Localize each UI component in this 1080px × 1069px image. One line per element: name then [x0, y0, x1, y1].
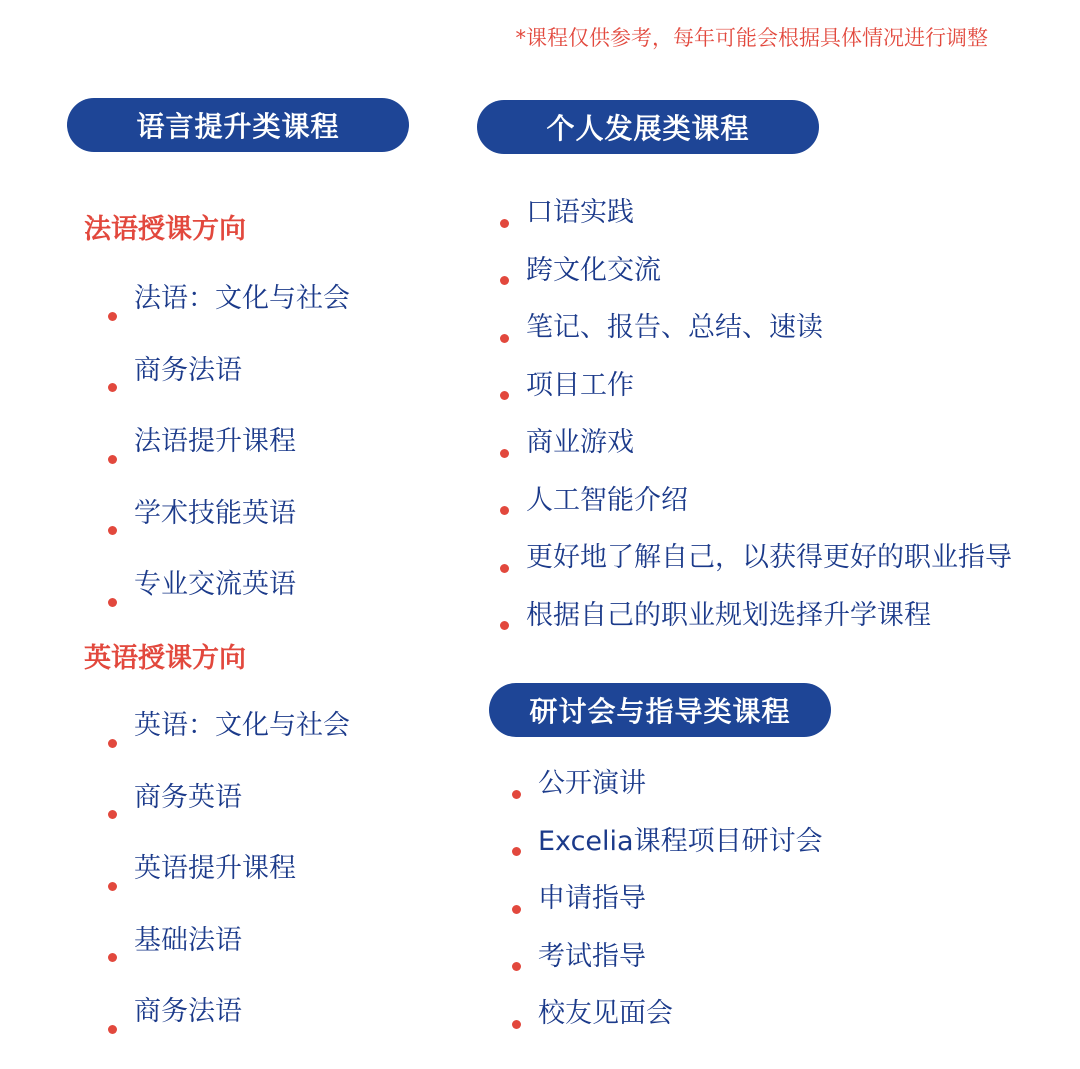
- list-item-label: 基础法语: [134, 924, 242, 956]
- list-item: [108, 922, 350, 994]
- bullet-dot-icon: [108, 383, 117, 392]
- list-item: [500, 539, 1012, 597]
- personal-development-list: [500, 194, 1012, 654]
- list-item-label: 项目工作: [526, 369, 634, 401]
- list-item: [108, 566, 350, 638]
- disclaimer-note: *课程仅供参考，每年可能会根据具体情况进行调整: [515, 26, 988, 50]
- list-item-label: 人工智能介绍: [526, 484, 688, 516]
- bullet-dot-icon: [512, 847, 521, 856]
- list-item-label: 学术技能英语: [134, 497, 296, 529]
- bullet-dot-icon: [500, 391, 509, 400]
- bullet-dot-icon: [108, 598, 117, 607]
- list-item-label: 商务法语: [134, 354, 242, 386]
- list-item: [512, 995, 823, 1053]
- bullet-dot-icon: [108, 882, 117, 891]
- bullet-dot-icon: [512, 1020, 521, 1029]
- list-item: [512, 765, 823, 823]
- list-item-label: 英语：文化与社会: [134, 710, 350, 741]
- bullet-dot-icon: [500, 621, 509, 630]
- bullet-dot-icon: [500, 449, 509, 458]
- list-item: [108, 280, 350, 352]
- list-item: [108, 707, 350, 779]
- list-item-label: 申请指导: [538, 883, 646, 914]
- language-courses-header: 语言提升类课程: [67, 98, 409, 152]
- personal-development-header: 个人发展类课程: [477, 100, 819, 154]
- seminar-guidance-header: 研讨会与指导类课程: [489, 683, 831, 737]
- bullet-dot-icon: [108, 953, 117, 962]
- list-item: [500, 482, 1012, 540]
- bullet-dot-icon: [500, 334, 509, 343]
- list-item-label: 专业交流英语: [134, 569, 296, 600]
- bullet-dot-icon: [500, 219, 509, 228]
- bullet-dot-icon: [108, 312, 117, 321]
- list-item: [500, 194, 1012, 252]
- list-item-label: 校友见面会: [538, 998, 673, 1029]
- list-item-label: 英语提升课程: [134, 853, 296, 884]
- list-item: [108, 850, 350, 922]
- list-item: [500, 597, 1012, 655]
- bullet-dot-icon: [108, 810, 117, 819]
- seminar-guidance-list: [512, 765, 823, 1053]
- list-item-label: 商务英语: [134, 781, 242, 813]
- list-item: [500, 309, 1012, 367]
- list-item: [108, 495, 350, 567]
- list-item-label: 根据自己的职业规划选择升学课程: [526, 599, 931, 631]
- french-track-list: [108, 280, 350, 638]
- list-item: [500, 252, 1012, 310]
- bullet-dot-icon: [512, 905, 521, 914]
- french-track-heading: 法语授课方向: [84, 214, 246, 245]
- bullet-dot-icon: [500, 276, 509, 285]
- list-item: [108, 423, 350, 495]
- list-item: [108, 993, 350, 1065]
- list-item: [512, 880, 823, 938]
- list-item: [108, 779, 350, 851]
- bullet-dot-icon: [500, 506, 509, 515]
- list-item-label: 商务法语: [134, 996, 242, 1027]
- english-track-heading: 英语授课方向: [84, 643, 246, 674]
- list-item-label: Excelia课程项目研讨会: [538, 825, 823, 857]
- bullet-dot-icon: [108, 455, 117, 464]
- bullet-dot-icon: [108, 1025, 117, 1034]
- list-item-label: 更好地了解自己，以获得更好的职业指导: [526, 542, 1012, 573]
- list-item-label: 考试指导: [538, 940, 646, 972]
- list-item-label: 笔记、报告、总结、速读: [526, 312, 823, 343]
- list-item: [108, 352, 350, 424]
- bullet-dot-icon: [108, 526, 117, 535]
- list-item-label: 口语实践: [526, 197, 634, 228]
- list-item: [500, 424, 1012, 482]
- bullet-dot-icon: [108, 739, 117, 748]
- english-track-list: [108, 707, 350, 1065]
- list-item-label: 公开演讲: [538, 768, 646, 799]
- bullet-dot-icon: [512, 790, 521, 799]
- list-item: [512, 823, 823, 881]
- bullet-dot-icon: [500, 564, 509, 573]
- list-item-label: 法语：文化与社会: [134, 283, 350, 314]
- list-item-label: 跨文化交流: [526, 254, 661, 286]
- list-item-label: 商业游戏: [526, 427, 634, 458]
- list-item: [512, 938, 823, 996]
- list-item: [500, 367, 1012, 425]
- list-item-label: 法语提升课程: [134, 426, 296, 457]
- bullet-dot-icon: [512, 962, 521, 971]
